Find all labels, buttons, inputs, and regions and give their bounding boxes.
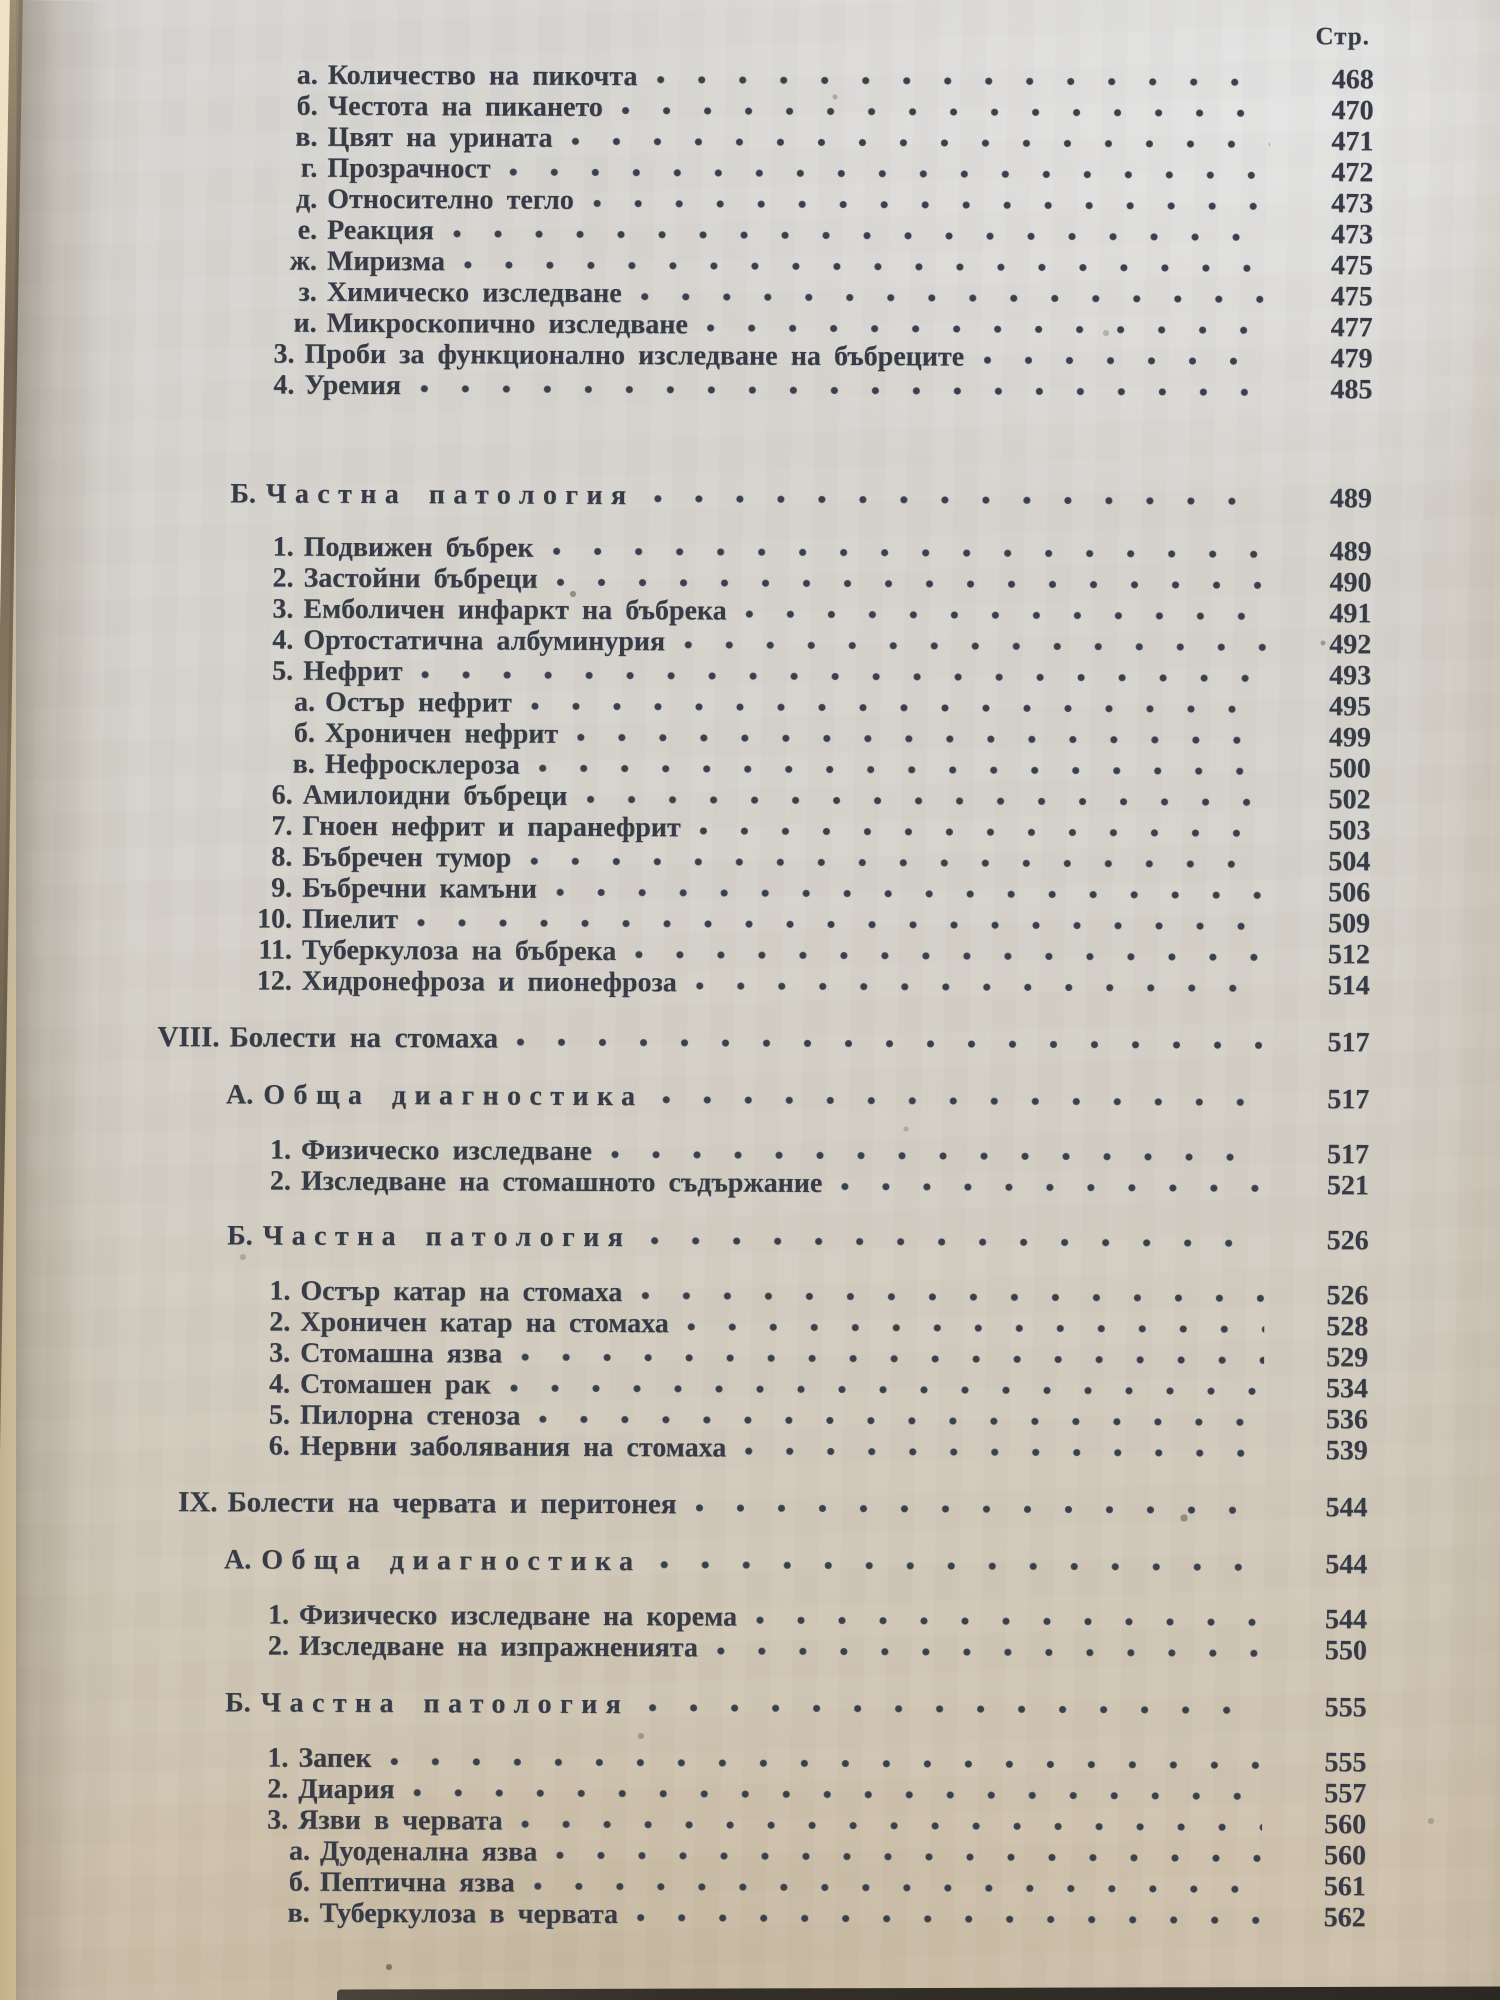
entry-label: 3.: [273, 338, 295, 370]
entry-label: а.: [296, 59, 318, 91]
entry-title: Емболичен инфаркт на бъбрека: [303, 593, 727, 627]
entry-label: Б.: [227, 1220, 253, 1252]
entry-label: б.: [293, 717, 315, 749]
entry-page: 544: [1324, 1604, 1368, 1636]
dot-leader: [610, 1150, 1265, 1162]
toc-row: [140, 1897, 1366, 1933]
entry-page: 557: [1324, 1778, 1367, 1810]
dot-leader: [755, 1616, 1263, 1627]
entry-page: 468: [1331, 64, 1374, 96]
entry-title: Частна патология: [262, 1220, 632, 1254]
dot-leader: [509, 1384, 1264, 1396]
toc-row: [143, 1220, 1369, 1256]
dot-leader: [389, 1757, 1262, 1770]
toc-row: [144, 965, 1370, 1001]
entry-title: Запек: [298, 1742, 372, 1774]
entry-page: 526: [1326, 1225, 1369, 1257]
entry-title: Хидронефроза и пионефроза: [301, 965, 677, 999]
entry-page: 526: [1326, 1280, 1369, 1312]
entry-title: Обща диагностика: [263, 1079, 644, 1113]
entry-label: 1.: [267, 1599, 290, 1631]
entry-title: Относително тегло: [327, 183, 574, 216]
dot-leader: [452, 229, 1269, 242]
entry-page: 491: [1329, 598, 1372, 630]
dot-leader: [621, 106, 1270, 118]
entry-label: Б.: [225, 1687, 251, 1719]
entry-title: Ортостатична албуминурия: [303, 624, 666, 658]
entry-page: 517: [1326, 1139, 1370, 1171]
dot-leader: [538, 1415, 1264, 1427]
entry-title: Пилорна стеноза: [299, 1399, 521, 1432]
entry-page: 500: [1328, 753, 1371, 785]
entry-label: 11.: [258, 934, 292, 966]
entry-page: 506: [1328, 877, 1371, 909]
entry-page: 489: [1329, 483, 1372, 515]
dot-leader: [744, 1447, 1264, 1458]
dot-leader: [530, 702, 1267, 714]
entry-title: Амилоидни бъбреци: [302, 779, 568, 812]
dot-leader: [520, 1353, 1264, 1365]
entry-page: 560: [1324, 1809, 1367, 1841]
entry-page: 536: [1325, 1404, 1368, 1436]
entry-label: Б.: [230, 478, 256, 510]
dot-leader: [634, 950, 1266, 962]
entry-page: 499: [1328, 722, 1371, 754]
entry-title: Язви в червата: [298, 1804, 503, 1837]
entry-title: Болести на стомаха: [229, 1021, 499, 1055]
dot-leader: [652, 494, 1267, 506]
entry-label: 7.: [271, 810, 293, 842]
entry-label: 4.: [273, 369, 295, 401]
entry-page: 502: [1328, 784, 1371, 816]
entry-page: 539: [1325, 1435, 1368, 1467]
dot-leader: [699, 826, 1267, 837]
entry-title: Количество на пикочта: [327, 59, 638, 93]
entry-label: 1.: [269, 1275, 291, 1307]
entry-label: а.: [288, 1835, 311, 1867]
entry-title: Пиелит: [301, 903, 399, 936]
entry-title: Изследване на стомашното съдържание: [300, 1165, 823, 1199]
toc-row: [141, 1630, 1367, 1666]
entry-label: г.: [300, 152, 318, 184]
entry-title: Бъбречни камъни: [302, 872, 537, 905]
dot-leader: [649, 1236, 1264, 1248]
toc-row: [143, 1079, 1369, 1115]
entry-page: 544: [1325, 1492, 1368, 1524]
entry-page: 493: [1329, 660, 1372, 692]
table-of-contents: [140, 16, 1374, 1933]
dot-leader: [636, 1913, 1262, 1925]
entry-title: Стомашна язва: [300, 1337, 503, 1370]
entry-page: 509: [1327, 908, 1371, 940]
entry-label: в.: [287, 1897, 310, 1929]
dot-leader: [508, 168, 1269, 180]
dot-leader: [659, 1560, 1263, 1572]
entry-title: Физическо изследване на корема: [298, 1599, 738, 1633]
entry-title: Хроничен катар на стомаха: [300, 1306, 669, 1340]
dot-leader: [556, 578, 1268, 590]
entry-page: 555: [1324, 1692, 1367, 1724]
entry-page: 514: [1327, 970, 1370, 1002]
dot-leader: [687, 1322, 1265, 1334]
entry-title: Микроскопично изследване: [326, 307, 688, 341]
dot-leader: [416, 918, 1266, 931]
entry-label: 9.: [271, 872, 293, 904]
entry-label: 2.: [269, 1306, 291, 1338]
entry-title: Частна патология: [265, 478, 635, 512]
entry-title: Туберкулоза в червата: [319, 1897, 619, 1931]
entry-label: а.: [293, 686, 316, 718]
entry-page: 534: [1325, 1373, 1369, 1405]
toc-row: [142, 1430, 1368, 1466]
dot-leader: [683, 640, 1267, 652]
entry-page: 473: [1331, 188, 1374, 220]
entry-page: 528: [1326, 1311, 1369, 1343]
entry-label: 2.: [267, 1630, 289, 1662]
toc-row: [146, 369, 1372, 405]
entry-title: Нефрит: [303, 655, 403, 688]
entry-title: Бъбречен тумор: [302, 841, 512, 874]
dot-leader: [555, 1851, 1262, 1863]
entry-label: 2.: [269, 1165, 291, 1197]
page-column-header: Стр.: [1315, 23, 1370, 51]
entry-label: 5.: [268, 1399, 290, 1431]
entry-title: Туберкулоза на бъбрека: [301, 934, 617, 968]
entry-label: 3.: [272, 593, 294, 625]
dot-leader: [521, 1820, 1263, 1832]
entry-title: Гноен нефрит и паранефрит: [302, 810, 681, 844]
entry-title: Остър катар на стомаха: [300, 1275, 623, 1309]
entry-page: 489: [1329, 536, 1372, 568]
entry-page: 562: [1323, 1902, 1366, 1934]
entry-label: IX.: [177, 1486, 218, 1519]
entry-label: 5.: [272, 655, 294, 687]
entry-title: Физическо изследване: [300, 1134, 593, 1167]
entry-label: 3.: [267, 1804, 289, 1836]
entry-label: 1.: [269, 1134, 292, 1166]
dot-leader: [571, 137, 1270, 149]
entry-label: 3.: [269, 1337, 291, 1369]
entry-label: VIII.: [157, 1021, 220, 1054]
entry-title: Частна патология: [260, 1687, 630, 1721]
dot-leader: [576, 733, 1267, 745]
dot-leader: [533, 1882, 1262, 1894]
entry-title: Хроничен нефрит: [324, 717, 559, 750]
entry-title: Застойни бъбреци: [303, 562, 538, 595]
entry-title: Остър нефрит: [324, 686, 512, 719]
dot-leader: [516, 1038, 1266, 1050]
entry-page: 477: [1330, 312, 1373, 344]
entry-page: 529: [1326, 1342, 1369, 1374]
entry-label: 2.: [272, 562, 294, 594]
dot-leader: [695, 981, 1266, 992]
entry-page: 495: [1328, 691, 1372, 723]
dot-leader: [694, 1503, 1263, 1514]
toc-list: [140, 59, 1374, 1933]
dot-leader: [412, 1788, 1262, 1801]
entry-page: 471: [1331, 126, 1374, 158]
entry-title: Уремия: [304, 369, 402, 402]
entry-title: Стомашен рак: [299, 1368, 491, 1401]
entry-label: ж.: [289, 245, 317, 277]
entry-page: 517: [1327, 1027, 1370, 1059]
entry-label: з.: [298, 276, 317, 308]
entry-title: Цвят на урината: [327, 121, 553, 154]
dot-leader: [555, 888, 1266, 900]
entry-label: 1.: [272, 531, 294, 563]
dot-leader: [420, 670, 1267, 683]
toc-row: [143, 1165, 1369, 1201]
toc-row: [141, 1544, 1367, 1580]
spine-shadow: [0, 0, 114, 2000]
entry-label: 6.: [268, 1430, 290, 1462]
entry-title: Диария: [298, 1773, 395, 1806]
dot-leader: [655, 75, 1269, 87]
entry-title: Химическо изследване: [326, 276, 622, 310]
dot-leader: [529, 857, 1266, 869]
entry-title: Дуоденална язва: [319, 1835, 538, 1868]
dot-leader: [640, 292, 1269, 304]
toc-row: [141, 1487, 1367, 1523]
entry-page: 544: [1325, 1549, 1368, 1581]
book-bottom-edge: [337, 1986, 1500, 2000]
dot-leader: [592, 199, 1269, 211]
entry-label: 4.: [268, 1368, 291, 1400]
entry-label: в.: [292, 748, 315, 780]
entry-label: в.: [295, 121, 318, 153]
entry-page: 555: [1324, 1747, 1367, 1779]
entry-label: 8.: [271, 841, 293, 873]
entry-label: 10.: [256, 903, 293, 935]
toc-row: [146, 478, 1372, 514]
entry-label: и.: [293, 307, 317, 339]
entry-page: 479: [1330, 343, 1373, 375]
dot-leader: [538, 764, 1267, 776]
entry-page: 490: [1329, 567, 1372, 599]
entry-title: Болести на червата и перитонея: [227, 1486, 677, 1521]
entry-title: Прозрачност: [327, 152, 491, 185]
entry-page: 475: [1330, 250, 1373, 282]
dot-leader: [585, 795, 1266, 807]
entry-label: 4.: [272, 624, 294, 656]
entry-title: Проби за функционално изследване на бъбреците: [304, 338, 965, 373]
entry-label: 2.: [267, 1773, 289, 1805]
entry-page: 521: [1326, 1170, 1369, 1202]
entry-title: Нервни заболявания на стомаха: [299, 1430, 727, 1464]
entry-title: Обща диагностика: [261, 1544, 642, 1578]
entry-page: 504: [1328, 846, 1371, 878]
dot-leader: [419, 384, 1268, 397]
entry-title: Пептична язва: [319, 1866, 515, 1899]
entry-label: 6.: [271, 779, 293, 811]
dot-leader: [463, 260, 1269, 273]
entry-page: 473: [1330, 219, 1374, 251]
entry-label: б.: [288, 1866, 310, 1898]
dot-leader: [706, 323, 1269, 334]
dot-leader: [640, 1291, 1264, 1303]
entry-page: 517: [1327, 1084, 1370, 1116]
dot-leader: [745, 610, 1268, 621]
entry-page: 512: [1327, 939, 1370, 971]
entry-page: 503: [1328, 815, 1371, 847]
dot-leader: [982, 356, 1268, 366]
dot-leader: [647, 1703, 1262, 1715]
entry-title: Честота на пикането: [327, 90, 603, 123]
entry-label: 12.: [256, 965, 292, 997]
dot-leader: [661, 1095, 1265, 1107]
entry-page: 470: [1331, 95, 1374, 127]
entry-page: 550: [1324, 1635, 1367, 1667]
entry-page: 475: [1330, 281, 1373, 313]
entry-label: А.: [225, 1079, 254, 1111]
entry-label: А.: [223, 1544, 252, 1576]
entry-page: 561: [1323, 1871, 1366, 1903]
entry-page: 472: [1331, 157, 1374, 189]
entry-title: Изследване на изпражненията: [298, 1630, 698, 1664]
dot-leader: [716, 1646, 1263, 1657]
dot-leader: [551, 547, 1267, 559]
entry-label: е.: [297, 214, 318, 246]
entry-title: Реакция: [326, 214, 434, 247]
entry-page: 560: [1323, 1840, 1367, 1872]
entry-title: Подвижен бъбрек: [303, 531, 534, 564]
dot-leader: [840, 1182, 1265, 1193]
entry-page: 492: [1329, 629, 1372, 661]
entry-title: Миризма: [326, 245, 446, 278]
toc-row: [143, 1022, 1369, 1058]
toc-row: [141, 1687, 1367, 1723]
entry-label: б.: [296, 90, 318, 122]
entry-page: 485: [1330, 374, 1373, 406]
entry-label: 1.: [267, 1742, 289, 1774]
entry-title: Нефросклероза: [324, 748, 520, 781]
entry-label: д.: [295, 183, 318, 215]
